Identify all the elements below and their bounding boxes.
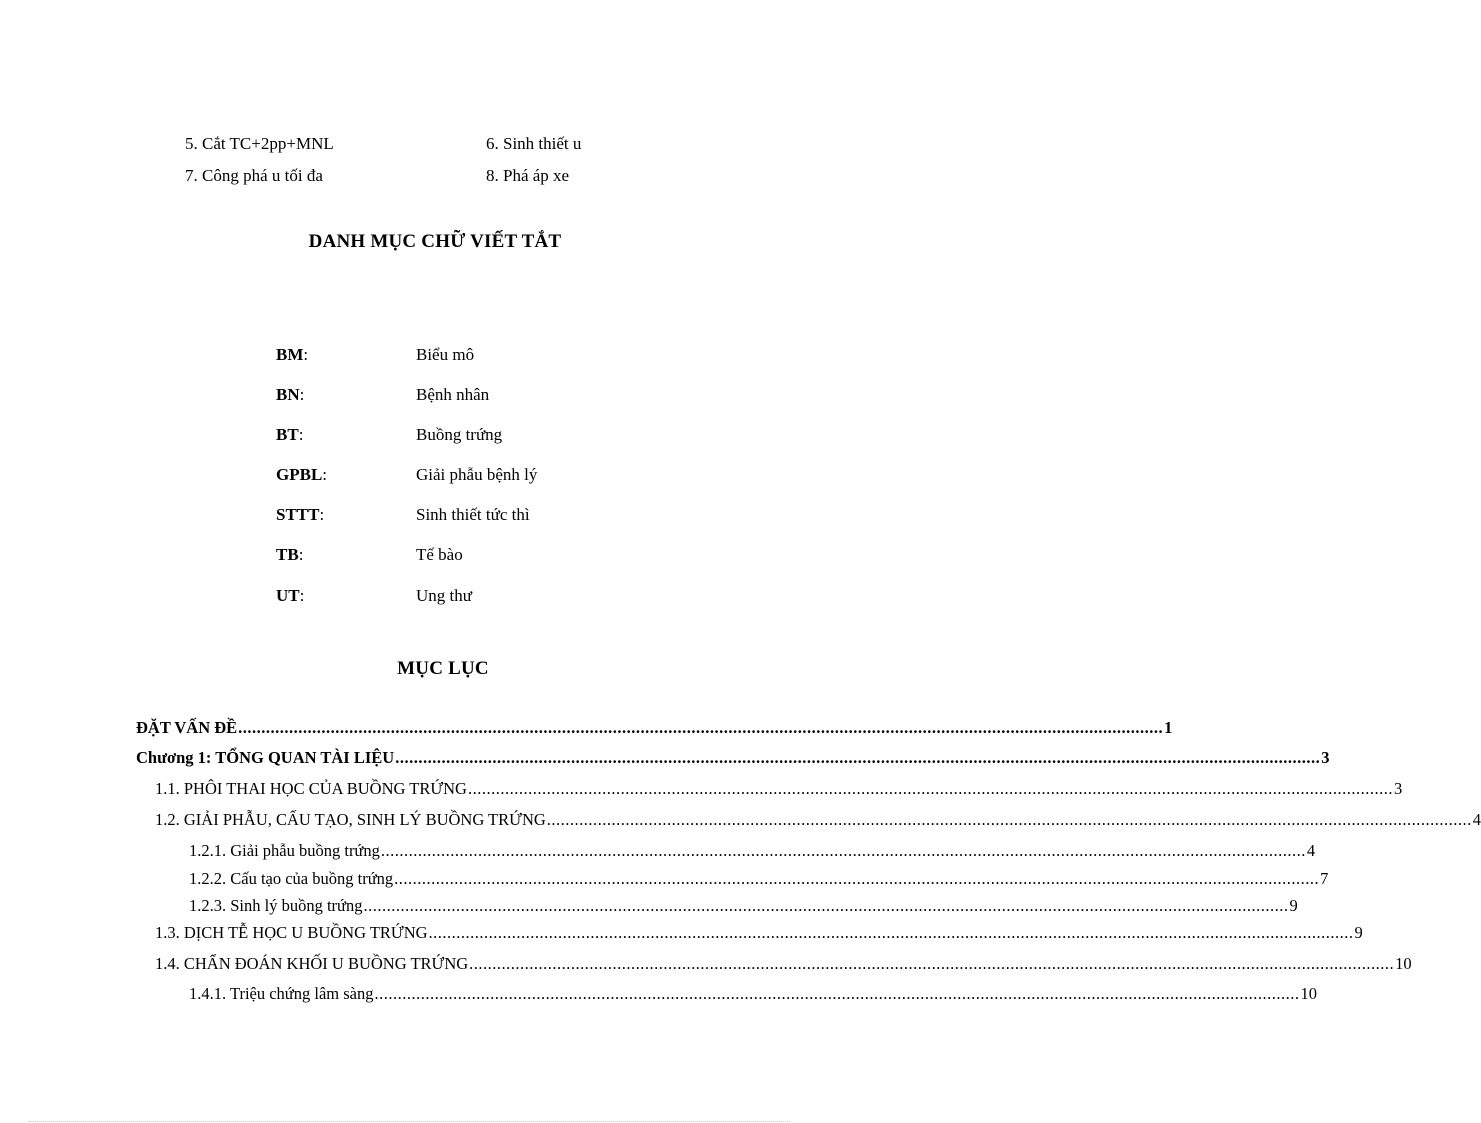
abbreviation-key: BN: xyxy=(276,385,305,404)
toc-entry-page: 3 xyxy=(1393,779,1403,798)
toc-entry[interactable] xyxy=(189,841,1316,861)
abbreviation-value: Sinh thiết tức thì xyxy=(416,505,530,524)
toc-leader-dots: ........................................................................................................................................................................................................ xyxy=(546,810,1472,829)
abbreviation-key: UT: xyxy=(276,586,305,605)
toc-entry-page: 9 xyxy=(1354,923,1363,942)
abbreviation-key: TB: xyxy=(276,545,304,564)
toc-leader-dots: ........................................................................................................................................................................................................ xyxy=(467,779,1393,798)
toc-leader-dots: ........................................................................................................................................................................................................ xyxy=(374,984,1300,1003)
toc-entry-title: 1.2.3. Sinh lý buồng trứng xyxy=(189,896,363,915)
toc-entry-title: 1.2. GIẢI PHẪU, CẤU TẠO, SINH LÝ BUỒNG TRỨNG xyxy=(155,810,546,829)
toc-entry[interactable] xyxy=(155,954,1412,974)
toc-entry[interactable] xyxy=(189,896,1298,916)
toc-entry-page: 10 xyxy=(1395,954,1412,973)
toc-entry-title: 1.4.1. Triệu chứng lâm sàng xyxy=(189,984,374,1003)
procedure-item: 7. Công phá u tối đa xyxy=(185,166,323,185)
abbreviation-key: STTT: xyxy=(276,505,325,524)
toc-entry[interactable] xyxy=(155,810,1481,830)
toc-leader-dots: ........................................................................................................................................................................................................ xyxy=(238,718,1164,737)
abbreviation-key: BM: xyxy=(276,345,309,364)
toc-entry[interactable] xyxy=(155,779,1403,799)
toc-entry-title: 1.2.1. Giải phẫu buồng trứng xyxy=(189,841,380,860)
toc-entry-title: 1.1. PHÔI THAI HỌC CỦA BUỒNG TRỨNG xyxy=(155,779,467,798)
abbreviation-value: Bệnh nhân xyxy=(416,385,490,404)
toc-entry[interactable] xyxy=(155,923,1363,943)
toc-leader-dots: ........................................................................................................................................................................................................ xyxy=(363,896,1289,915)
procedure-item: 6. Sinh thiết u xyxy=(486,134,582,153)
abbreviation-value: Buồng trứng xyxy=(416,425,503,444)
toc-entry[interactable] xyxy=(136,748,1330,768)
abbreviation-value: Ung thư xyxy=(416,586,472,605)
toc-entry-page: 1 xyxy=(1164,718,1173,737)
abbreviations-title: DANH MỤC CHỮ VIẾT TẮT xyxy=(308,231,562,252)
toc-entry-title: 1.4. CHẨN ĐOÁN KHỐI U BUỒNG TRỨNG xyxy=(155,954,469,973)
procedure-item: 8. Phá áp xe xyxy=(486,166,570,185)
toc-entry-page: 3 xyxy=(1321,748,1330,767)
toc-leader-dots: ........................................................................................................................................................................................................ xyxy=(380,841,1306,860)
toc-leader-dots: ........................................................................................................................................................................................................ xyxy=(469,954,1395,973)
toc-entry-title: 1.2.2. Cấu tạo của buồng trứng xyxy=(189,869,394,888)
abbreviation-value: Giải phẫu bệnh lý xyxy=(416,465,538,484)
toc-title: MỤC LỤC xyxy=(397,658,489,679)
abbreviation-value: Biểu mô xyxy=(416,345,475,364)
toc-leader-dots: ........................................................................................................................................................................................................ xyxy=(428,923,1354,942)
toc-entry-page: 9 xyxy=(1289,896,1298,915)
page-bottom-dotted-rule xyxy=(28,1121,790,1122)
toc-leader-dots: ........................................................................................................................................................................................................ xyxy=(394,869,1320,888)
toc-leader-dots: ........................................................................................................................................................................................................ xyxy=(395,748,1321,767)
abbreviation-value: Tế bào xyxy=(416,545,463,564)
toc-entry-page: 4 xyxy=(1472,810,1481,829)
procedure-item: 5. Cắt TC+2pp+MNL xyxy=(185,134,334,153)
toc-entry-title: Chương 1: TỔNG QUAN TÀI LIỆU xyxy=(136,748,395,767)
toc-entry-page: 7 xyxy=(1320,869,1329,888)
toc-entry-title: ĐẶT VẤN ĐỀ xyxy=(136,718,238,737)
toc-entry[interactable] xyxy=(136,718,1173,738)
abbreviation-key: BT: xyxy=(276,425,304,444)
toc-entry-title: 1.3. DỊCH TỄ HỌC U BUỒNG TRỨNG xyxy=(155,923,428,942)
toc-entry-page: 10 xyxy=(1300,984,1317,1003)
toc-entry[interactable] xyxy=(189,984,1317,1004)
toc-entry[interactable] xyxy=(189,869,1329,889)
toc-entry-page: 4 xyxy=(1306,841,1316,860)
abbreviation-key: GPBL: xyxy=(276,465,328,484)
